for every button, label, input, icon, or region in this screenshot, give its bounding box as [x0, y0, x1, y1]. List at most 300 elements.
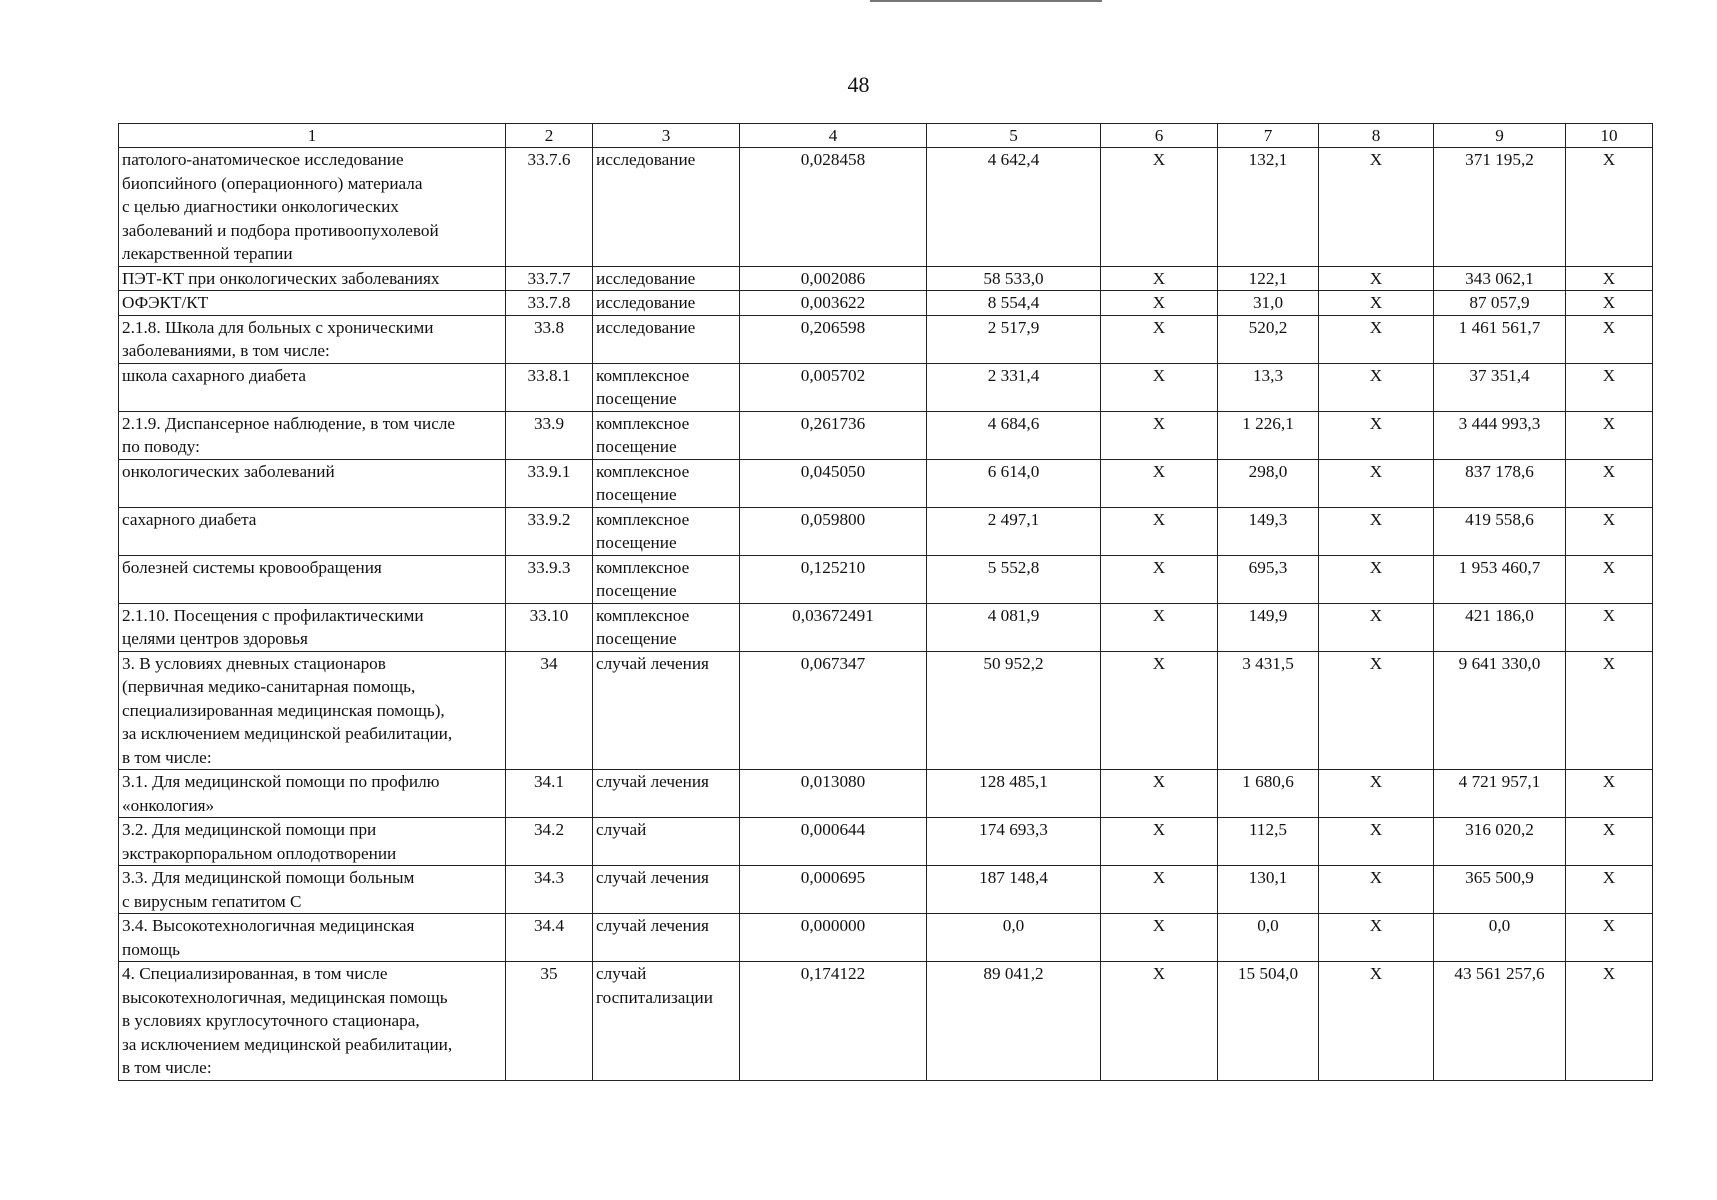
row-col5-cell [927, 291, 1101, 316]
row-col8-cell [1319, 818, 1434, 866]
table-row [119, 651, 1653, 770]
row-col7-cell [1218, 266, 1319, 291]
row-col5-cell-text: 50 952,2 [983, 653, 1044, 673]
row-code-cell [506, 148, 593, 267]
row-col6-cell-text: Х [1152, 461, 1166, 481]
row-col6-cell-text: Х [1152, 293, 1166, 312]
row-col5-cell-text: 5 552,8 [987, 557, 1040, 577]
row-col5-cell [927, 818, 1101, 866]
row-code-cell-text: 33.9.1 [527, 461, 571, 481]
row-unit-cell-text: случай [596, 820, 647, 839]
row-unit-cell-text: комплексное посещение [596, 509, 690, 552]
row-code-cell [506, 555, 593, 603]
row-code-cell [506, 770, 593, 818]
row-unit-cell-text: исследование [596, 317, 696, 337]
row-col8-cell-text: Х [1369, 365, 1383, 385]
column-header-10: 10 [1566, 124, 1653, 148]
row-col5-cell [927, 148, 1101, 267]
row-col4-cell-text: 0,045050 [800, 461, 866, 481]
table-row [119, 914, 1653, 962]
row-col7-cell-text: 13,3 [1252, 365, 1284, 385]
row-unit-cell-text: случай лечения [596, 772, 709, 791]
row-col5-cell [927, 363, 1101, 411]
row-unit-cell [593, 603, 740, 651]
row-col9-cell-text: 316 020,2 [1465, 820, 1534, 839]
table-row [119, 411, 1653, 459]
row-col9-cell [1434, 962, 1566, 1081]
row-code-cell [506, 866, 593, 914]
row-col6-cell-text: Х [1152, 557, 1166, 577]
row-code-cell [506, 914, 593, 962]
row-code-cell [506, 962, 593, 1081]
row-name-cell [119, 507, 506, 555]
row-col4-cell-text: 0,206598 [800, 317, 866, 337]
row-col5-cell-text: 0,0 [1002, 916, 1025, 935]
row-col5-cell [927, 411, 1101, 459]
row-col10-cell-text: Х [1602, 461, 1616, 481]
row-col4-cell-text: 0,003622 [800, 293, 866, 312]
row-col4-cell [740, 603, 927, 651]
row-unit-cell [593, 770, 740, 818]
row-col8-cell-text: Х [1369, 150, 1383, 169]
row-col8-cell [1319, 507, 1434, 555]
row-col10-cell-text: Х [1602, 916, 1616, 935]
row-col8-cell [1319, 363, 1434, 411]
row-col5-cell-text: 2 331,4 [987, 365, 1040, 385]
row-col10-cell-text: Х [1602, 820, 1616, 839]
row-col4-cell [740, 291, 927, 316]
row-col4-cell-text: 0,000695 [800, 868, 866, 887]
row-col5-cell [927, 507, 1101, 555]
row-col5-cell-text: 4 642,4 [987, 150, 1040, 169]
table-row [119, 363, 1653, 411]
row-unit-cell-text: исследование [596, 268, 696, 288]
row-col5-cell [927, 962, 1101, 1081]
row-col10-cell [1566, 411, 1653, 459]
row-col6-cell-text: Х [1152, 509, 1166, 529]
row-code-cell-text: 33.10 [529, 605, 569, 625]
row-col8-cell-text: Х [1369, 772, 1383, 791]
row-unit-cell [593, 315, 740, 363]
row-col10-cell-text: Х [1602, 365, 1616, 385]
column-header-2: 2 [506, 124, 593, 148]
row-col9-cell-text: 419 558,6 [1465, 509, 1534, 529]
row-col6-cell-text: Х [1152, 317, 1166, 337]
row-col4-cell [740, 266, 927, 291]
row-unit-cell-text: комплексное посещение [596, 557, 690, 600]
row-col6-cell-text: Х [1152, 268, 1166, 288]
row-col10-cell [1566, 315, 1653, 363]
row-col8-cell-text: Х [1369, 268, 1383, 288]
row-col6-cell-text: Х [1152, 772, 1166, 791]
row-col5-cell [927, 459, 1101, 507]
row-col8-cell [1319, 914, 1434, 962]
row-col8-cell [1319, 291, 1434, 316]
column-header-6: 6 [1101, 124, 1218, 148]
column-header-8: 8 [1319, 124, 1434, 148]
row-col5-cell [927, 770, 1101, 818]
row-col7-cell [1218, 818, 1319, 866]
row-col6-cell [1101, 315, 1218, 363]
row-code-cell [506, 603, 593, 651]
row-name-cell-text: 3.2. Для медицинской помощи при экстракорпоральном оплодотворении [122, 820, 397, 863]
row-col4-cell [740, 459, 927, 507]
page-top-rule [870, 0, 1102, 2]
row-col6-cell [1101, 866, 1218, 914]
row-col6-cell-text: Х [1152, 413, 1166, 433]
row-code-cell-text: 33.7.8 [527, 293, 571, 312]
row-col8-cell [1319, 962, 1434, 1081]
row-col5-cell-text: 4 081,9 [987, 605, 1040, 625]
row-col5-cell [927, 603, 1101, 651]
row-col9-cell [1434, 770, 1566, 818]
row-col9-cell [1434, 148, 1566, 267]
row-col5-cell-text: 89 041,2 [983, 964, 1044, 983]
row-col8-cell-text: Х [1369, 293, 1383, 312]
row-col10-cell [1566, 148, 1653, 267]
row-col7-cell [1218, 962, 1319, 1081]
row-code-cell [506, 411, 593, 459]
row-unit-cell [593, 291, 740, 316]
row-col8-cell [1319, 411, 1434, 459]
row-col4-cell [740, 363, 927, 411]
row-col6-cell [1101, 770, 1218, 818]
row-col6-cell-text: Х [1152, 868, 1166, 887]
row-name-cell-text: 3. В условиях дневных стационаров (первичная медико-санитарная помощь, специализированная медицинская помощь), за исключением медицинской реабилитации, в том числе: [122, 653, 453, 767]
row-name-cell [119, 818, 506, 866]
row-col10-cell-text: Х [1602, 268, 1616, 288]
row-col7-cell [1218, 603, 1319, 651]
row-col9-cell [1434, 266, 1566, 291]
row-unit-cell [593, 363, 740, 411]
row-unit-cell [593, 507, 740, 555]
row-name-cell-text: 2.1.9. Диспансерное наблюдение, в том числе по поводу: [122, 413, 456, 456]
row-col9-cell [1434, 411, 1566, 459]
row-code-cell-text: 34.4 [533, 916, 565, 935]
row-col9-cell-text: 3 444 993,3 [1458, 413, 1541, 433]
row-col10-cell [1566, 818, 1653, 866]
row-col10-cell [1566, 291, 1653, 316]
row-col9-cell-text: 371 195,2 [1465, 150, 1534, 169]
row-col10-cell [1566, 962, 1653, 1081]
row-col9-cell-text: 9 641 330,0 [1458, 653, 1541, 673]
row-col8-cell [1319, 315, 1434, 363]
table-row [119, 266, 1653, 291]
row-col8-cell [1319, 603, 1434, 651]
row-col6-cell [1101, 291, 1218, 316]
row-unit-cell-text: случай госпитализации [596, 964, 713, 1007]
row-col4-cell-text: 0,261736 [800, 413, 866, 433]
row-col6-cell-text: Х [1152, 653, 1166, 673]
row-col4-cell [740, 866, 927, 914]
data-table [118, 123, 1653, 1081]
row-unit-cell-text: исследование [596, 293, 696, 312]
row-col6-cell-text: Х [1152, 916, 1166, 935]
row-col8-cell [1319, 866, 1434, 914]
row-unit-cell [593, 651, 740, 770]
row-col4-cell [740, 914, 927, 962]
row-col8-cell [1319, 770, 1434, 818]
row-col10-cell-text: Х [1602, 317, 1616, 337]
row-col7-cell [1218, 459, 1319, 507]
row-unit-cell [593, 818, 740, 866]
row-col7-cell-text: 695,3 [1248, 557, 1288, 577]
row-col6-cell-text: Х [1152, 964, 1166, 983]
row-name-cell-text: 4. Специализированная, в том числе высокотехнологичная, медицинская помощь в условиях круглосуточного стационара, за исключением медицинской реабилитации, в том числе: [122, 964, 453, 1077]
row-code-cell-text: 34.1 [533, 772, 565, 791]
row-name-cell [119, 962, 506, 1081]
row-col4-cell-text: 0,000000 [800, 916, 866, 935]
row-col10-cell-text: Х [1602, 653, 1616, 673]
row-code-cell [506, 651, 593, 770]
row-col6-cell [1101, 603, 1218, 651]
row-col7-cell-text: 31,0 [1252, 293, 1284, 312]
row-name-cell-text: 3.1. Для медицинской помощи по профилю «онкология» [122, 772, 440, 815]
row-col4-cell [740, 315, 927, 363]
row-col8-cell [1319, 651, 1434, 770]
row-col7-cell [1218, 555, 1319, 603]
row-name-cell [119, 651, 506, 770]
row-col4-cell [740, 555, 927, 603]
row-col10-cell-text: Х [1602, 150, 1616, 169]
row-col4-cell [740, 770, 927, 818]
row-col8-cell [1319, 459, 1434, 507]
row-col7-cell [1218, 291, 1319, 316]
row-col4-cell-text: 0,013080 [800, 772, 866, 791]
row-col9-cell-text: 343 062,1 [1465, 268, 1534, 288]
row-col8-cell [1319, 266, 1434, 291]
table-row [119, 291, 1653, 316]
row-unit-cell-text: комплексное посещение [596, 605, 690, 648]
row-unit-cell [593, 914, 740, 962]
row-col8-cell-text: Х [1369, 964, 1383, 983]
row-col7-cell-text: 112,5 [1248, 820, 1288, 839]
row-name-cell [119, 555, 506, 603]
row-code-cell [506, 818, 593, 866]
row-col10-cell-text: Х [1602, 868, 1616, 887]
row-unit-cell [593, 266, 740, 291]
row-col10-cell-text: Х [1602, 413, 1616, 433]
row-code-cell-text: 34 [540, 653, 558, 673]
row-col6-cell [1101, 818, 1218, 866]
row-unit-cell [593, 962, 740, 1081]
row-col9-cell [1434, 818, 1566, 866]
row-col4-cell [740, 411, 927, 459]
row-col10-cell-text: Х [1602, 293, 1616, 312]
row-name-cell [119, 363, 506, 411]
table-row [119, 315, 1653, 363]
row-col7-cell-text: 149,3 [1248, 509, 1288, 529]
row-unit-cell-text: комплексное посещение [596, 461, 690, 504]
row-col10-cell-text: Х [1602, 557, 1616, 577]
row-col7-cell-text: 1 226,1 [1242, 413, 1294, 433]
row-col6-cell [1101, 507, 1218, 555]
row-col7-cell-text: 520,2 [1248, 317, 1288, 337]
row-col9-cell-text: 87 057,9 [1469, 293, 1530, 312]
row-col9-cell [1434, 555, 1566, 603]
row-col5-cell-text: 174 693,3 [979, 820, 1048, 839]
row-col8-cell-text: Х [1369, 605, 1383, 625]
row-name-cell [119, 603, 506, 651]
row-col5-cell [927, 266, 1101, 291]
row-name-cell [119, 291, 506, 316]
row-col9-cell [1434, 866, 1566, 914]
row-name-cell-text: 2.1.8. Школа для больных с хроническими заболеваниями, в том числе: [122, 317, 434, 360]
row-code-cell-text: 33.8 [533, 317, 565, 337]
row-code-cell-text: 35 [540, 964, 558, 983]
row-col9-cell [1434, 914, 1566, 962]
table-row [119, 555, 1653, 603]
row-col10-cell [1566, 507, 1653, 555]
row-unit-cell-text: комплексное посещение [596, 365, 690, 408]
column-header-9: 9 [1434, 124, 1566, 148]
row-name-cell [119, 411, 506, 459]
row-col9-cell-text: 421 186,0 [1465, 605, 1534, 625]
row-unit-cell-text: случай лечения [596, 868, 709, 887]
row-col10-cell-text: Х [1602, 605, 1616, 625]
row-code-cell-text: 33.7.7 [527, 268, 571, 288]
row-col9-cell [1434, 507, 1566, 555]
table-row [119, 818, 1653, 866]
row-code-cell [506, 507, 593, 555]
row-col5-cell-text: 2 517,9 [987, 317, 1040, 337]
table-row [119, 459, 1653, 507]
row-col9-cell [1434, 315, 1566, 363]
row-col4-cell [740, 507, 927, 555]
row-col6-cell [1101, 266, 1218, 291]
row-col6-cell [1101, 148, 1218, 267]
row-code-cell-text: 33.9.2 [527, 509, 571, 529]
row-col7-cell [1218, 363, 1319, 411]
table-header-row [119, 124, 1653, 148]
row-col7-cell-text: 132,1 [1248, 150, 1288, 169]
row-col8-cell-text: Х [1369, 820, 1383, 839]
row-unit-cell-text: случай лечения [596, 653, 709, 673]
row-code-cell-text: 34.3 [533, 868, 565, 887]
row-col10-cell [1566, 770, 1653, 818]
row-col10-cell [1566, 914, 1653, 962]
row-col7-cell-text: 15 504,0 [1237, 964, 1299, 983]
row-col6-cell [1101, 363, 1218, 411]
row-col4-cell [740, 148, 927, 267]
table-row [119, 603, 1653, 651]
row-col6-cell [1101, 914, 1218, 962]
row-col6-cell [1101, 962, 1218, 1081]
row-col4-cell-text: 0,03672491 [792, 605, 874, 625]
row-col9-cell [1434, 459, 1566, 507]
column-header-5: 5 [927, 124, 1101, 148]
row-col7-cell [1218, 651, 1319, 770]
row-col9-cell-text: 43 561 257,6 [1454, 964, 1545, 983]
page-number: 48 [847, 72, 870, 97]
row-code-cell [506, 266, 593, 291]
row-name-cell-text: школа сахарного диабета [122, 365, 307, 385]
row-col9-cell [1434, 363, 1566, 411]
row-col4-cell-text: 0,125210 [800, 557, 866, 577]
row-col6-cell-text: Х [1152, 820, 1166, 839]
row-name-cell [119, 266, 506, 291]
row-col4-cell [740, 818, 927, 866]
row-unit-cell [593, 555, 740, 603]
row-col4-cell-text: 0,005702 [800, 365, 866, 385]
column-header-4: 4 [740, 124, 927, 148]
row-col9-cell-text: 4 721 957,1 [1458, 772, 1541, 791]
row-col6-cell [1101, 555, 1218, 603]
row-col10-cell [1566, 603, 1653, 651]
row-col9-cell-text: 1 461 561,7 [1458, 317, 1541, 337]
row-code-cell-text: 34.2 [533, 820, 565, 839]
row-col6-cell-text: Х [1152, 605, 1166, 625]
row-name-cell [119, 770, 506, 818]
row-col7-cell [1218, 148, 1319, 267]
row-col10-cell [1566, 555, 1653, 603]
row-unit-cell-text: исследование [596, 150, 696, 169]
row-code-cell-text: 33.7.6 [527, 150, 571, 169]
row-col9-cell [1434, 291, 1566, 316]
row-name-cell [119, 914, 506, 962]
row-col8-cell [1319, 555, 1434, 603]
row-col5-cell-text: 187 148,4 [979, 868, 1048, 887]
row-code-cell [506, 291, 593, 316]
row-name-cell [119, 866, 506, 914]
row-col9-cell [1434, 651, 1566, 770]
row-code-cell-text: 33.8.1 [527, 365, 571, 385]
row-col4-cell-text: 0,174122 [800, 964, 866, 983]
row-col7-cell-text: 130,1 [1248, 868, 1288, 887]
row-col4-cell [740, 651, 927, 770]
row-col5-cell [927, 914, 1101, 962]
row-col8-cell-text: Х [1369, 461, 1383, 481]
row-col8-cell-text: Х [1369, 317, 1383, 337]
row-col8-cell-text: Х [1369, 557, 1383, 577]
row-col4-cell-text: 0,000644 [800, 820, 866, 839]
row-col5-cell [927, 315, 1101, 363]
row-col8-cell-text: Х [1369, 868, 1383, 887]
row-col10-cell [1566, 459, 1653, 507]
row-unit-cell [593, 459, 740, 507]
table-row [119, 148, 1653, 267]
row-name-cell-text: 3.3. Для медицинской помощи больным с вирусным гепатитом С [122, 868, 415, 911]
row-col4-cell-text: 0,028458 [800, 150, 866, 169]
row-col4-cell-text: 0,059800 [800, 509, 866, 529]
row-col7-cell [1218, 770, 1319, 818]
row-col5-cell-text: 4 684,6 [987, 413, 1040, 433]
row-col10-cell [1566, 866, 1653, 914]
row-col7-cell-text: 3 431,5 [1242, 653, 1294, 673]
row-col9-cell-text: 837 178,6 [1465, 461, 1534, 481]
row-name-cell-text: 3.4. Высокотехнологичная медицинская помощь [122, 916, 415, 959]
row-col8-cell-text: Х [1369, 509, 1383, 529]
row-col9-cell-text: 37 351,4 [1469, 365, 1530, 385]
row-col10-cell-text: Х [1602, 964, 1616, 983]
table-row [119, 962, 1653, 1081]
row-name-cell-text: болезней системы кровообращения [122, 557, 382, 577]
table-row [119, 770, 1653, 818]
table-row [119, 866, 1653, 914]
row-name-cell-text: ПЭТ-КТ при онкологических заболеваниях [122, 268, 440, 288]
row-col7-cell [1218, 411, 1319, 459]
row-code-cell [506, 459, 593, 507]
table-row [119, 507, 1653, 555]
row-col10-cell [1566, 266, 1653, 291]
row-col7-cell [1218, 914, 1319, 962]
column-header-1: 1 [119, 124, 506, 148]
row-col7-cell-text: 0,0 [1257, 916, 1279, 935]
row-col5-cell-text: 2 497,1 [987, 509, 1040, 529]
row-col7-cell-text: 149,9 [1248, 605, 1288, 625]
row-col4-cell-text: 0,067347 [800, 653, 866, 673]
row-unit-cell-text: комплексное посещение [596, 413, 690, 456]
